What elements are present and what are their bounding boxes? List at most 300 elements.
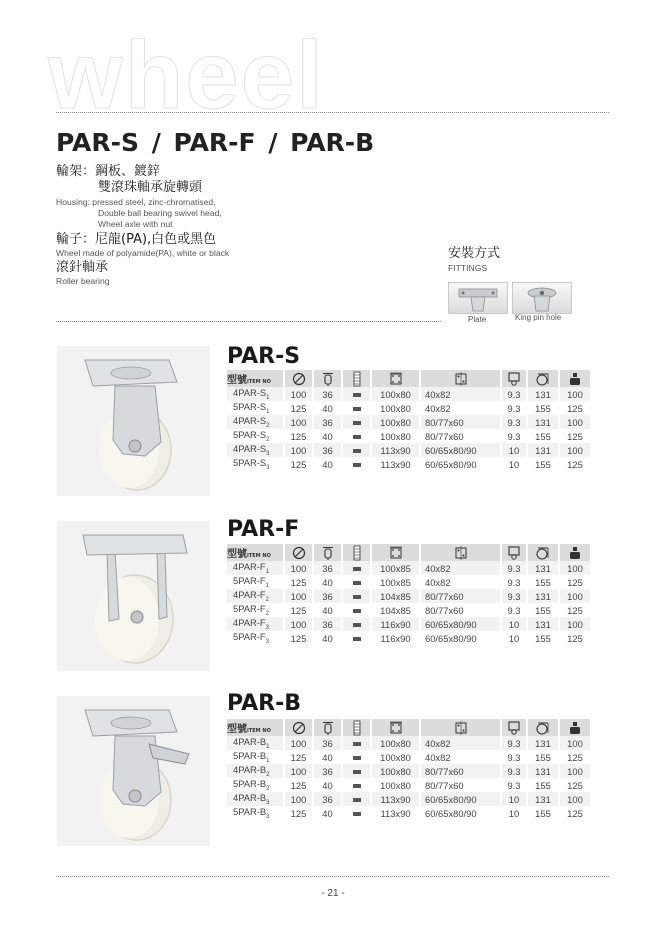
bolt-hole-header	[421, 544, 502, 561]
plate-size-header	[372, 544, 421, 561]
bolt-hole-icon	[421, 372, 500, 386]
wheel-width-cell: 36	[314, 415, 343, 429]
table-row	[227, 429, 590, 443]
wheel-width-header	[314, 370, 343, 387]
bolt-hole-header	[421, 719, 502, 736]
bolt-hole-cell: 80/77x60	[421, 589, 502, 603]
tread-icon	[343, 371, 370, 387]
table-header-row	[227, 544, 590, 561]
item-number-cell	[227, 631, 285, 645]
tread-swatch	[353, 567, 361, 571]
wheel-diameter-header	[285, 370, 314, 387]
wheel-diameter-header	[285, 719, 314, 736]
table-row	[227, 457, 590, 471]
wheel-width-cell: 40	[314, 631, 343, 645]
item-number: 5PAR-F	[233, 575, 266, 587]
load-cell: 9.3	[502, 589, 528, 603]
wheel-diameter-cell: 100	[285, 387, 314, 401]
plate-label: Plate	[468, 315, 487, 324]
item-number-cell	[227, 750, 285, 764]
item-number: 4PAR-B	[233, 764, 267, 776]
wheel-diameter-cell: 125	[285, 429, 314, 443]
height-cell: 125	[567, 576, 583, 588]
load-cell: 10	[502, 631, 528, 645]
load-cell: 9.3	[502, 561, 528, 575]
item-number: 5PAR-S	[233, 429, 267, 441]
item-variant: 3	[266, 813, 270, 820]
bolt-hole-cell: 80/77x60	[421, 603, 502, 617]
height-cell: 100	[560, 617, 590, 631]
section-title-par-b: PAR-B	[227, 691, 301, 716]
wheel-diameter-cell: 125	[285, 778, 314, 792]
par-s-caster-image	[57, 346, 210, 496]
tread-cell	[343, 589, 372, 603]
wheel-diameter-cell: 125	[285, 603, 314, 617]
fittings-subtitle: FITTINGS	[448, 263, 488, 273]
par-b-spec-table	[227, 719, 590, 820]
load-cell: 9.3	[502, 575, 528, 589]
wheel-diameter-cell: 125	[285, 575, 314, 589]
page-title: PAR-S / PAR-F / PAR-B	[56, 128, 375, 157]
plate-size-cell: 116x90	[372, 631, 421, 645]
plate-size-icon	[372, 372, 419, 386]
housing-zh-1: 輪架：鋼板、鍍鋅	[56, 164, 161, 179]
item-number: 5PAR-S	[233, 457, 267, 469]
offset-icon	[528, 546, 558, 560]
middle-divider	[56, 321, 441, 322]
section-title-par-s: PAR-S	[227, 344, 301, 369]
wheel-width-cell: 40	[314, 401, 343, 415]
item-variant: 1	[266, 743, 270, 750]
wheel-en: Wheel made of polyamide(PA), white or black	[56, 248, 230, 258]
wheel-diameter-cell: 125	[285, 631, 314, 645]
wheel-width-cell: 40	[314, 603, 343, 617]
load-icon	[502, 546, 526, 560]
load-cell: 9.3	[502, 429, 528, 443]
item-variant: 2	[266, 422, 270, 429]
load-cell: 10	[502, 806, 528, 820]
item-number: 5PAR-F	[233, 603, 266, 615]
offset-cell: 131	[528, 589, 560, 603]
table-row	[227, 617, 590, 631]
housing-en-2: Double ball bearing swivel head,	[98, 208, 222, 218]
par-f-caster-image	[57, 521, 210, 671]
wheel-width-cell: 40	[314, 457, 343, 471]
tread-swatch	[353, 623, 361, 627]
table-header-row	[227, 370, 590, 387]
item-variant: 3	[265, 624, 269, 631]
item-number-cell	[227, 736, 285, 750]
king-pin-fitting-image	[512, 282, 572, 314]
height-header	[560, 370, 590, 387]
wheel-width-header	[314, 719, 343, 736]
bolt-hole-cell: 40x82	[421, 561, 502, 575]
item-variant: 3	[266, 464, 270, 471]
item-no-label: 型號	[227, 549, 247, 560]
par-s-spec-table	[227, 370, 590, 471]
bolt-hole-cell: 40x82	[421, 401, 502, 415]
height-cell: 125	[567, 402, 583, 414]
height-cell: 100	[560, 589, 590, 603]
tread-swatch	[353, 609, 361, 613]
load-cell: 9.3	[502, 401, 528, 415]
plate-size-cell: 100x80	[372, 764, 421, 778]
fittings-title: 安裝方式	[448, 246, 501, 261]
tread-header	[343, 719, 372, 736]
plate-size-cell: 100x80	[372, 387, 421, 401]
item-number: 5PAR-B	[233, 778, 267, 790]
item-no-label: 型號	[227, 724, 247, 735]
item-no-header	[227, 719, 285, 736]
wheel-width-cell: 40	[314, 778, 343, 792]
offset-cell: 131	[528, 387, 560, 401]
table-row	[227, 589, 590, 603]
plate-size-cell: 104x85	[372, 589, 421, 603]
height-cell: 125	[567, 779, 583, 791]
wheel-watermark: wheel	[48, 22, 325, 129]
tread-cell	[343, 575, 372, 589]
wheel-width-cell: 36	[314, 589, 343, 603]
tread-cell	[343, 617, 372, 631]
table-row	[227, 736, 590, 750]
item-number: 4PAR-S	[233, 415, 267, 427]
height-cell: 100	[560, 736, 590, 750]
item-variant: 2	[266, 785, 270, 792]
offset-cell: 131	[528, 617, 560, 631]
height-cell: 100	[560, 764, 590, 778]
item-number: 4PAR-S	[233, 387, 267, 399]
load-cell: 9.3	[502, 603, 528, 617]
offset-cell: 155	[528, 631, 560, 645]
plate-size-icon	[372, 546, 419, 560]
load-cell: 10	[502, 792, 528, 806]
table-row	[227, 575, 590, 589]
load-cell: 9.3	[502, 778, 528, 792]
tread-cell	[343, 387, 372, 401]
wheel-diameter-icon	[285, 546, 312, 560]
wheel-width-cell: 40	[314, 750, 343, 764]
load-cell: 9.3	[502, 387, 528, 401]
item-variant: 2	[266, 436, 270, 443]
height-icon	[560, 372, 590, 386]
plate-size-cell: 100x80	[372, 736, 421, 750]
item-number-cell	[227, 443, 285, 457]
height-cell: 100	[560, 443, 590, 457]
item-number-cell	[227, 603, 285, 617]
plate-size-cell: 100x80	[372, 778, 421, 792]
plate-size-header	[372, 370, 421, 387]
height-cell: 125	[567, 458, 583, 470]
item-no-sublabel: ITEM NO	[247, 553, 271, 559]
wheel-width-cell: 36	[314, 617, 343, 631]
bottom-divider	[56, 876, 609, 877]
item-number-cell	[227, 764, 285, 778]
table-row	[227, 401, 590, 415]
wheel-diameter-cell: 100	[285, 792, 314, 806]
table-row	[227, 750, 590, 764]
load-cell: 10	[502, 617, 528, 631]
item-number: 4PAR-F	[233, 617, 266, 629]
tread-swatch	[353, 784, 361, 788]
offset-cell: 131	[528, 736, 560, 750]
tread-icon	[343, 545, 370, 561]
table-row	[227, 792, 590, 806]
offset-cell: 155	[528, 778, 560, 792]
king-pin-label: King pin hole	[515, 313, 562, 322]
bolt-hole-header	[421, 370, 502, 387]
tread-swatch	[353, 393, 361, 397]
bolt-hole-cell: 80/77x60	[421, 778, 502, 792]
tread-cell	[343, 429, 372, 443]
tread-swatch	[353, 407, 361, 411]
wheel-width-cell: 36	[314, 387, 343, 401]
item-variant: 2	[265, 596, 269, 603]
table-row	[227, 778, 590, 792]
tread-swatch	[353, 435, 361, 439]
bolt-hole-cell: 40x82	[421, 736, 502, 750]
load-icon	[502, 372, 526, 386]
tread-swatch	[353, 449, 361, 453]
tread-cell	[343, 806, 372, 820]
item-number-cell	[227, 387, 285, 401]
height-cell: 100	[560, 387, 590, 401]
item-number-cell	[227, 589, 285, 603]
item-variant: 1	[265, 568, 269, 575]
wheel-width-cell: 40	[314, 806, 343, 820]
wheel-diameter-cell: 125	[285, 457, 314, 471]
item-variant: 3	[266, 799, 270, 806]
wheel-width-cell: 36	[314, 561, 343, 575]
offset-cell: 155	[528, 806, 560, 820]
wheel-width-header	[314, 544, 343, 561]
item-variant: 1	[266, 394, 270, 401]
bolt-hole-cell: 60/65x80/90	[421, 792, 502, 806]
par-b-caster-image	[57, 696, 210, 846]
height-cell: 100	[560, 415, 590, 429]
wheel-diameter-cell: 125	[285, 806, 314, 820]
height-cell: 125	[567, 632, 583, 644]
tread-swatch	[353, 637, 361, 641]
height-header	[560, 719, 590, 736]
bolt-hole-cell: 60/65x80/90	[421, 806, 502, 820]
item-variant: 3	[266, 450, 270, 457]
item-number-cell	[227, 401, 285, 415]
load-cell: 10	[502, 443, 528, 457]
bolt-hole-cell: 40x82	[421, 575, 502, 589]
table-row	[227, 443, 590, 457]
offset-cell: 131	[528, 764, 560, 778]
tread-swatch	[353, 770, 361, 774]
item-number: 5PAR-F	[233, 631, 266, 643]
height-cell: 100	[560, 792, 590, 806]
height-header	[560, 544, 590, 561]
tread-cell	[343, 631, 372, 645]
bolt-hole-icon	[421, 721, 500, 735]
wheel-diameter-cell: 100	[285, 589, 314, 603]
item-number-cell	[227, 792, 285, 806]
height-cell: 125	[567, 751, 583, 763]
item-no-sublabel: ITEM NO	[247, 379, 271, 385]
load-icon	[502, 721, 526, 735]
housing-en-1: Housing: pressed steel, zinc-chromatised,	[56, 197, 216, 207]
plate-size-icon	[372, 721, 419, 735]
item-variant: 1	[266, 408, 270, 415]
plate-size-cell: 100x85	[372, 575, 421, 589]
offset-cell: 155	[528, 750, 560, 764]
height-icon	[560, 546, 590, 560]
item-number-cell	[227, 415, 285, 429]
item-number-cell	[227, 778, 285, 792]
plate-size-header	[372, 719, 421, 736]
wheel-width-cell: 36	[314, 764, 343, 778]
item-variant: 1	[265, 582, 269, 589]
plate-fitting-image	[448, 282, 508, 314]
housing-en-3: Wheel axle with nut	[98, 219, 173, 229]
wheel-diameter-cell: 100	[285, 764, 314, 778]
tread-cell	[343, 736, 372, 750]
item-number-cell	[227, 575, 285, 589]
wheel-diameter-icon	[285, 372, 312, 386]
offset-cell: 131	[528, 561, 560, 575]
plate-size-cell: 100x80	[372, 415, 421, 429]
offset-icon	[528, 721, 558, 735]
plate-size-cell: 113x90	[372, 457, 421, 471]
tread-cell	[343, 415, 372, 429]
wheel-width-icon	[314, 546, 341, 560]
wheel-diameter-cell: 100	[285, 736, 314, 750]
bolt-hole-cell: 40x82	[421, 387, 502, 401]
tread-icon	[343, 720, 370, 736]
wheel-width-cell: 36	[314, 792, 343, 806]
offset-header	[528, 719, 560, 736]
height-icon	[560, 721, 590, 735]
tread-cell	[343, 457, 372, 471]
par-f-spec-table	[227, 544, 590, 645]
item-no-sublabel: ITEM NO	[247, 728, 271, 734]
bolt-hole-cell: 60/65x80/90	[421, 457, 502, 471]
wheel-diameter-cell: 100	[285, 443, 314, 457]
item-number: 4PAR-B	[233, 736, 267, 748]
item-variant: 2	[266, 771, 270, 778]
table-row	[227, 603, 590, 617]
housing-zh-2: 雙滾珠軸承旋轉頭	[98, 180, 203, 195]
tread-cell	[343, 750, 372, 764]
wheel-zh: 輪子：尼龍(PA),白色或黑色	[56, 232, 217, 247]
bearing-zh: 滾針軸承	[56, 260, 109, 275]
item-no-header	[227, 544, 285, 561]
tread-swatch	[353, 595, 361, 599]
bolt-hole-cell: 60/65x80/90	[421, 443, 502, 457]
load-header	[502, 719, 528, 736]
bolt-hole-cell: 80/77x60	[421, 415, 502, 429]
item-number: 4PAR-F	[233, 589, 266, 601]
plate-size-cell: 113x90	[372, 806, 421, 820]
page-number: - 21 -	[321, 888, 345, 899]
plate-size-cell: 113x90	[372, 443, 421, 457]
wheel-width-icon	[314, 721, 341, 735]
wheel-diameter-cell: 125	[285, 401, 314, 415]
tread-header	[343, 544, 372, 561]
bolt-hole-icon	[421, 546, 500, 560]
plate-size-cell: 113x90	[372, 792, 421, 806]
item-number-cell	[227, 457, 285, 471]
table-row	[227, 415, 590, 429]
wheel-diameter-cell: 100	[285, 561, 314, 575]
tread-cell	[343, 443, 372, 457]
table-row	[227, 387, 590, 401]
load-cell: 9.3	[502, 736, 528, 750]
item-no-header	[227, 370, 285, 387]
item-number-cell	[227, 617, 285, 631]
load-cell: 9.3	[502, 415, 528, 429]
tread-header	[343, 370, 372, 387]
tread-cell	[343, 778, 372, 792]
item-number-cell	[227, 561, 285, 575]
wheel-width-cell: 36	[314, 736, 343, 750]
item-variant: 1	[266, 757, 270, 764]
load-cell: 9.3	[502, 750, 528, 764]
top-divider	[56, 112, 609, 113]
offset-cell: 155	[528, 603, 560, 617]
tread-cell	[343, 401, 372, 415]
plate-size-cell: 100x80	[372, 750, 421, 764]
tread-swatch	[353, 581, 361, 585]
section-title-par-f: PAR-F	[227, 517, 300, 542]
offset-cell: 155	[528, 401, 560, 415]
tread-cell	[343, 603, 372, 617]
wheel-diameter-icon	[285, 721, 312, 735]
item-variant: 3	[265, 638, 269, 645]
bolt-hole-cell: 60/65x80/90	[421, 631, 502, 645]
load-header	[502, 370, 528, 387]
plate-size-cell: 104x85	[372, 603, 421, 617]
item-number: 4PAR-S	[233, 443, 267, 455]
tread-swatch	[353, 463, 361, 467]
tread-swatch	[353, 798, 361, 802]
offset-cell: 155	[528, 457, 560, 471]
tread-swatch	[353, 812, 361, 816]
plate-size-cell: 100x85	[372, 561, 421, 575]
tread-swatch	[353, 421, 361, 425]
offset-cell: 155	[528, 575, 560, 589]
offset-header	[528, 544, 560, 561]
wheel-diameter-header	[285, 544, 314, 561]
load-cell: 10	[502, 457, 528, 471]
item-variant: 2	[265, 610, 269, 617]
wheel-width-cell: 36	[314, 443, 343, 457]
item-number: 4PAR-F	[233, 561, 266, 573]
table-row	[227, 561, 590, 575]
wheel-diameter-cell: 100	[285, 617, 314, 631]
offset-cell: 131	[528, 415, 560, 429]
table-row	[227, 806, 590, 820]
bolt-hole-cell: 80/77x60	[421, 429, 502, 443]
item-no-label: 型號	[227, 375, 247, 386]
bolt-hole-cell: 40x82	[421, 750, 502, 764]
item-number: 4PAR-B	[233, 792, 267, 804]
wheel-diameter-cell: 100	[285, 415, 314, 429]
height-cell: 100	[560, 561, 590, 575]
height-cell: 125	[567, 604, 583, 616]
wheel-diameter-cell: 125	[285, 750, 314, 764]
item-number: 5PAR-B	[233, 750, 267, 762]
plate-size-cell: 100x80	[372, 401, 421, 415]
plate-size-cell: 116x90	[372, 617, 421, 631]
tread-cell	[343, 561, 372, 575]
offset-icon	[528, 372, 558, 386]
load-cell: 9.3	[502, 764, 528, 778]
table-row	[227, 631, 590, 645]
